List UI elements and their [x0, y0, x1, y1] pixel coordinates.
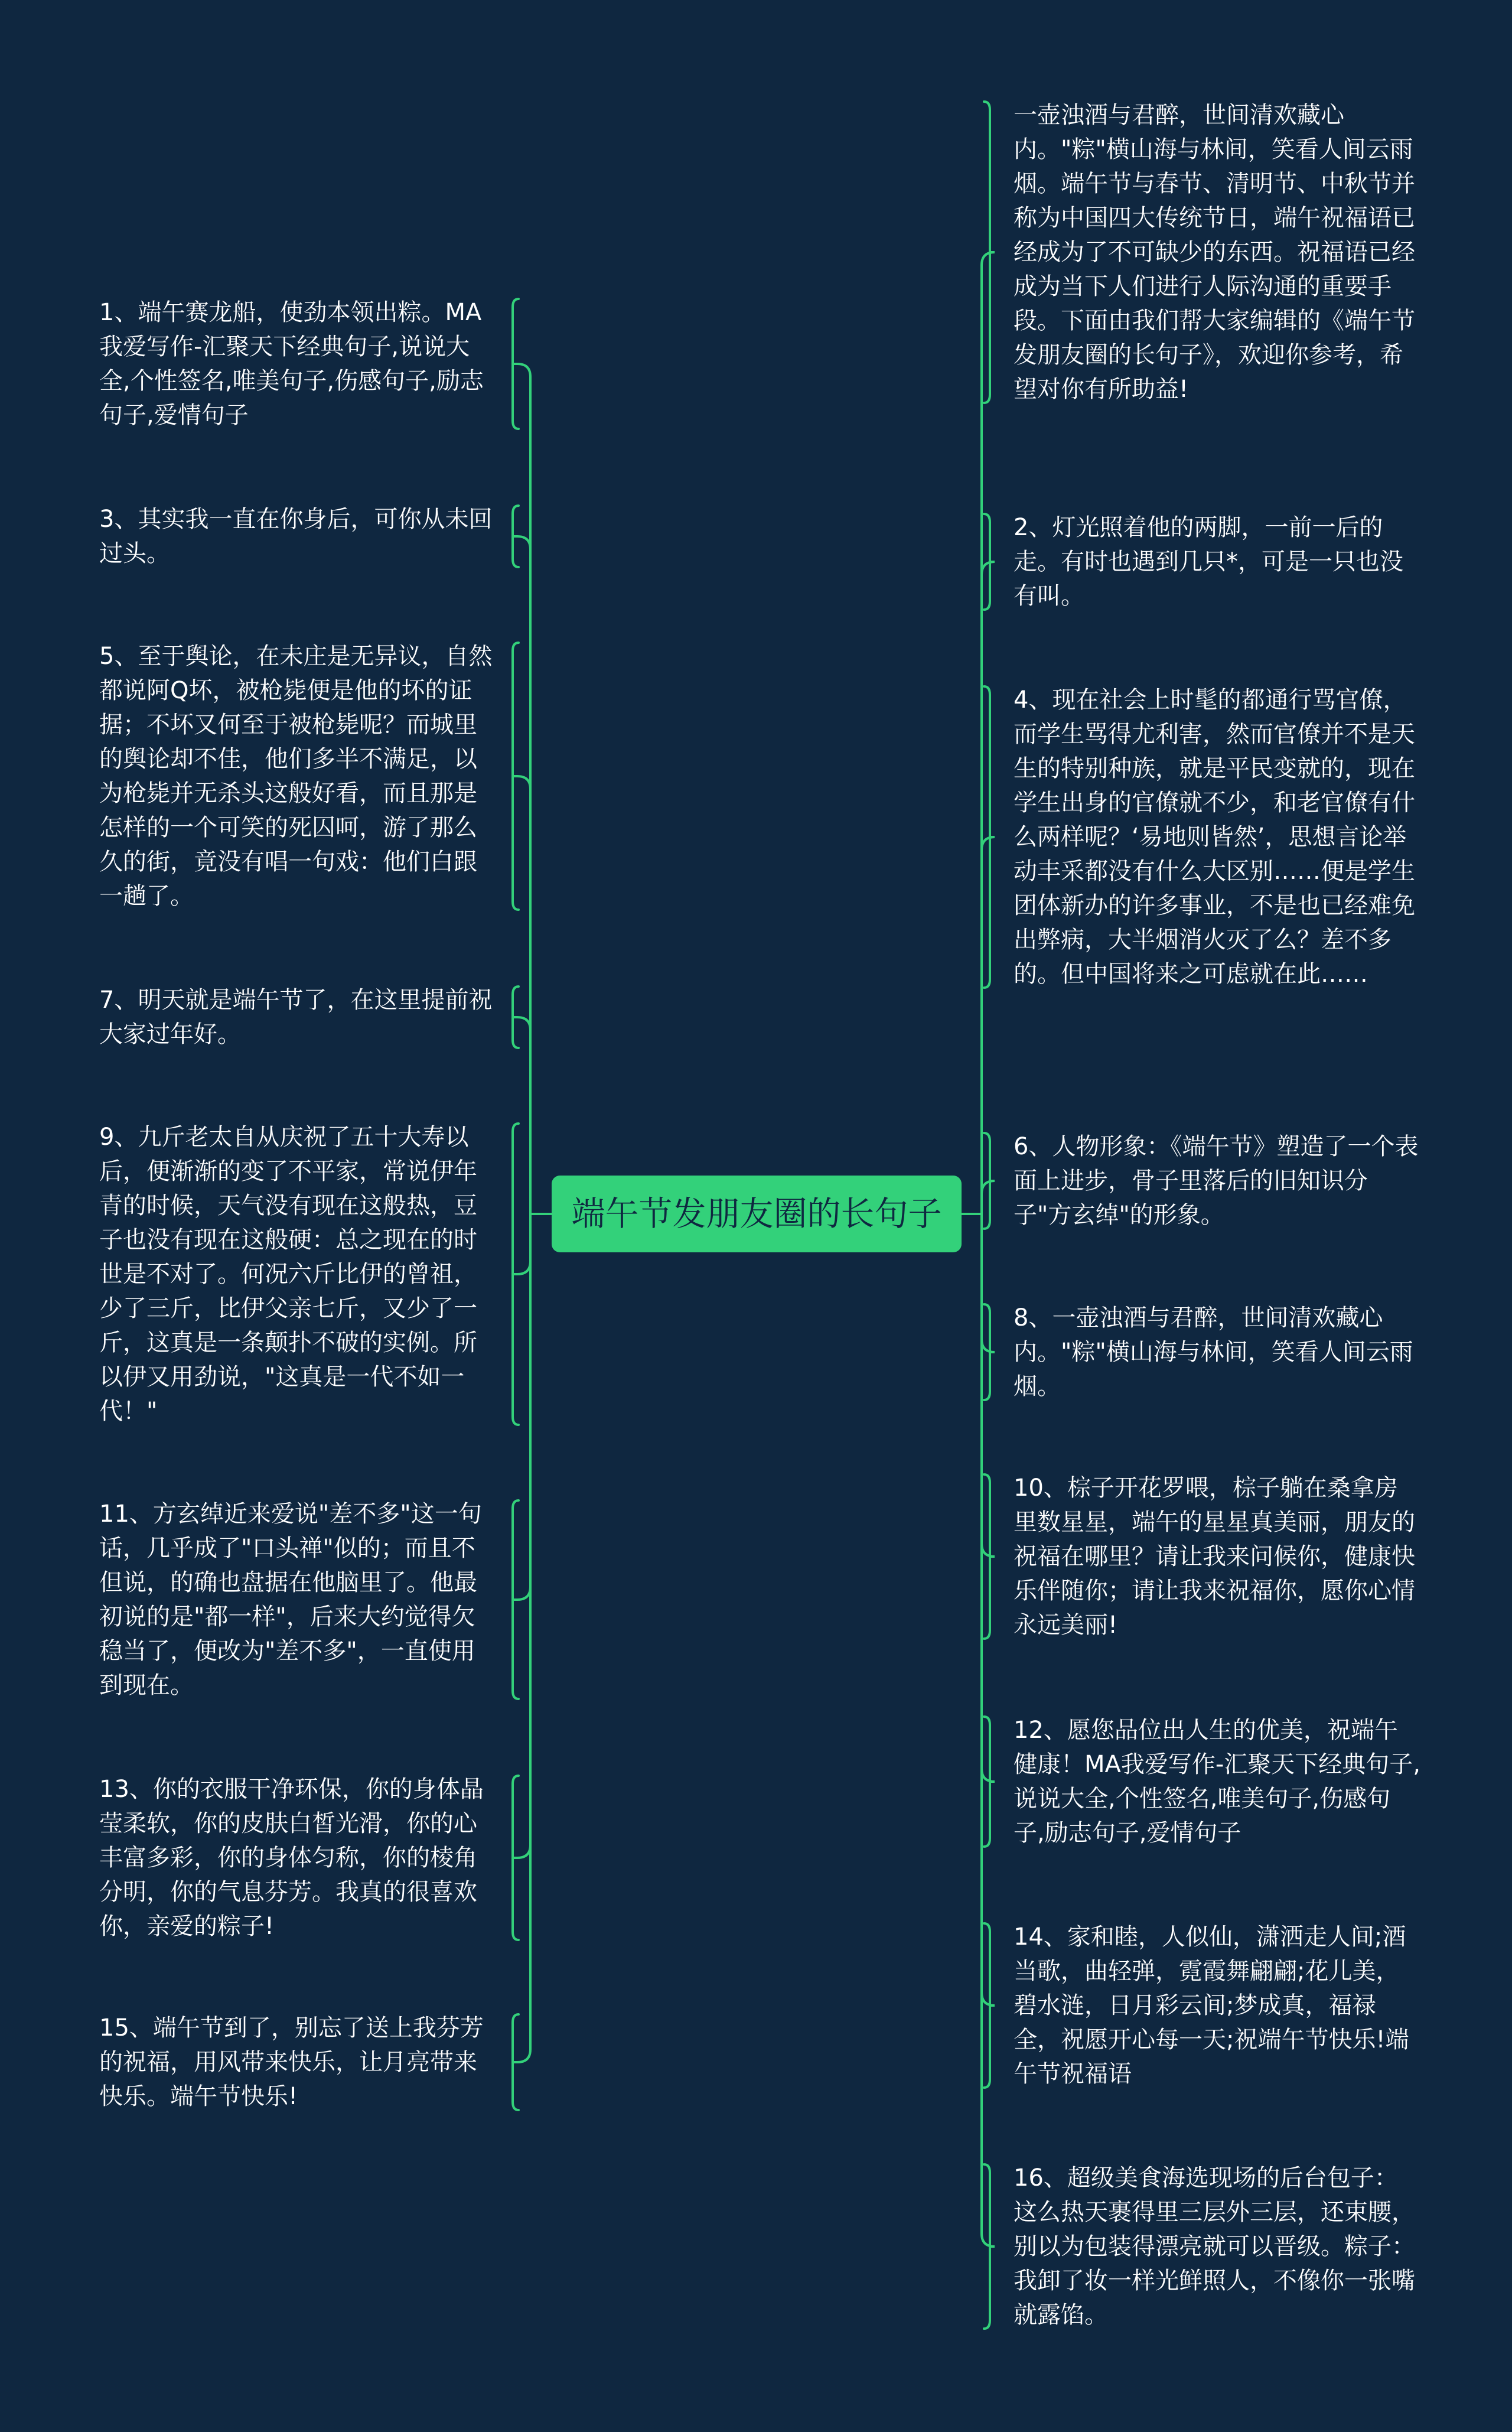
left-topic-5[interactable]: 5、至于舆论，在未庄是无异议，自然都说阿Q坏，被枪毙便是他的坏的证据；不坏又何至于被枪毙呢？而城里的舆论却不佳，他们多半不满足，以为枪毙并无杀头这般好看，而且那是怎样的一个可笑的死囚呵，游了那么久的街，竟没有唱一句戏：他们白跟一趟了。	[99, 643, 493, 910]
right-topic-intro[interactable]: 一壶浊酒与君醉，世间清欢藏心内。"粽"横山海与林间，笑看人间云雨烟。端午节与春节、清明节、中秋节并称为中国四大传统节日，端午祝福语已经成为了不可缺少的东西。祝福语已经成为当下人们进行人际沟通的重要手段。下面由我们帮大家编辑的《端午节发朋友圈的长句子》，欢迎你参考，希望对你有所助益!	[1014, 102, 1415, 403]
right-topic-2[interactable]: 2、灯光照着他的两脚，一前一后的走。有时也遇到几只*，可是一只也没有叫。	[1014, 514, 1403, 610]
right-topic-14[interactable]: 14、家和睦，人似仙，潇洒走人间;酒当歌，曲轻弹，霓霞舞翩翩;花儿美，碧水涟，日月彩云间;梦成真，福禄全，祝愿开心每一天;祝端午节快乐!端午节祝福语	[1014, 1923, 1409, 2088]
left-topic-1[interactable]: 1、端午赛龙船，使劲本领出粽。MA我爱写作-汇聚天下经典句子,说说大全,个性签名,唯美句子,伤感句子,励志句子,爱情句子	[99, 299, 484, 429]
left-topic-11[interactable]: 11、方玄绰近来爱说"差不多"这一句话，几乎成了"口头禅"似的；而且不但说，的确也盘据在他脑里了。他最初说的是"都一样"，后来大约觉得欠稳当了，便改为"差不多"，一直使用到现在。	[99, 1500, 482, 1699]
left-topic-15[interactable]: 15、端午节到了，别忘了送上我芬芳的祝福，用风带来快乐，让月亮带来快乐。端午节快乐!	[99, 2014, 484, 2110]
right-topic-8[interactable]: 8、一壶浊酒与君醉，世间清欢藏心内。"粽"横山海与林间，笑看人间云雨烟。	[1014, 1304, 1413, 1400]
right-link-8	[982, 1214, 995, 2247]
right-bracket-6	[984, 1717, 990, 1847]
left-link-1	[513, 536, 530, 1214]
left-link-0	[513, 364, 530, 1214]
left-link-4	[513, 1214, 530, 1274]
right-link-6	[982, 1214, 995, 1782]
right-topic-12[interactable]: 12、愿您品位出人生的优美，祝端午健康！MA我爱写作-汇聚天下经典句子,说说大全,个性签名,唯美句子,伤感句子,励志句子,爱情句子	[1014, 1717, 1421, 1847]
root-topic[interactable]: 端午节发朋友圈的长句子	[552, 1176, 962, 1252]
left-topic-7[interactable]: 7、明天就是端午节了，在这里提前祝大家过年好。	[99, 987, 493, 1048]
left-topic-3[interactable]: 3、其实我一直在你身后，可你从未回过头。	[99, 506, 493, 567]
right-bracket-0	[984, 102, 990, 403]
right-topic-10[interactable]: 10、棕子开花罗喂，棕子躺在桑拿房里数星星，端午的星星真美丽，朋友的祝福在哪里？请让我来问候你，健康快乐伴随你；请让我来祝福你，愿你心情永远美丽!	[1014, 1474, 1415, 1639]
right-link-0	[982, 252, 995, 1214]
right-bracket-7	[984, 1923, 990, 2088]
right-bracket-5	[984, 1474, 990, 1639]
right-bracket-4	[984, 1304, 990, 1400]
right-topic-4[interactable]: 4、现在社会上时髦的都通行骂官僚，而学生骂得尤利害，然而官僚并不是天生的特别种族，就是平民变就的，现在学生出身的官僚就不少，和老官僚有什么两样呢？‘易地则皆然’，思想言论举动丰采都没有什么大区别……便是学生团体新办的许多事业，不是也已经难免出弊病，大半烟消火灭了么？差不多的。但中国将来之可虑就在此……	[1014, 686, 1415, 988]
left-topic-9[interactable]: 9、九斤老太自从庆祝了五十大寿以后，便渐渐的变了不平家，常说伊年青的时候，天气没有现在这般热，豆子也没有现在这般硬：总之现在的时世是不对了。何况六斤比伊的曾祖，少了三斤，比伊父亲七斤，又少了一斤，这真是一条颠扑不破的实例。所以伊又用劲说，"这真是一代不如一代！"	[99, 1124, 477, 1425]
right-link-7	[982, 1214, 995, 2005]
right-link-3	[982, 1181, 995, 1214]
left-link-7	[513, 1214, 530, 2062]
right-link-1	[982, 562, 995, 1214]
right-bracket-3	[984, 1133, 990, 1229]
right-bracket-2	[984, 686, 990, 988]
right-link-2	[982, 837, 995, 1214]
left-topic-13[interactable]: 13、你的衣服干净环保，你的身体晶莹柔软，你的皮肤白皙光滑，你的心丰富多彩，你的身体匀称，你的棱角分明，你的气息芬芳。我真的很喜欢你，亲爱的粽子!	[99, 1776, 484, 1940]
right-bracket-8	[984, 2164, 990, 2329]
right-topic-16[interactable]: 16、超级美食海选现场的后台包子：这么热天裹得里三层外三层，还束腰，别以为包装得漂亮就可以晋级。粽子：我卸了妆一样光鲜照人，不像你一张嘴就露馅。	[1014, 2164, 1415, 2329]
left-link-2	[513, 776, 530, 1214]
right-link-5	[982, 1214, 995, 1557]
right-link-4	[982, 1214, 995, 1352]
right-topic-6[interactable]: 6、人物形象：《端午节》塑造了一个表面上进步，骨子里落后的旧知识分子"方玄绰"的形象。	[1014, 1133, 1419, 1229]
left-link-6	[513, 1214, 530, 1858]
right-bracket-1	[984, 514, 990, 610]
